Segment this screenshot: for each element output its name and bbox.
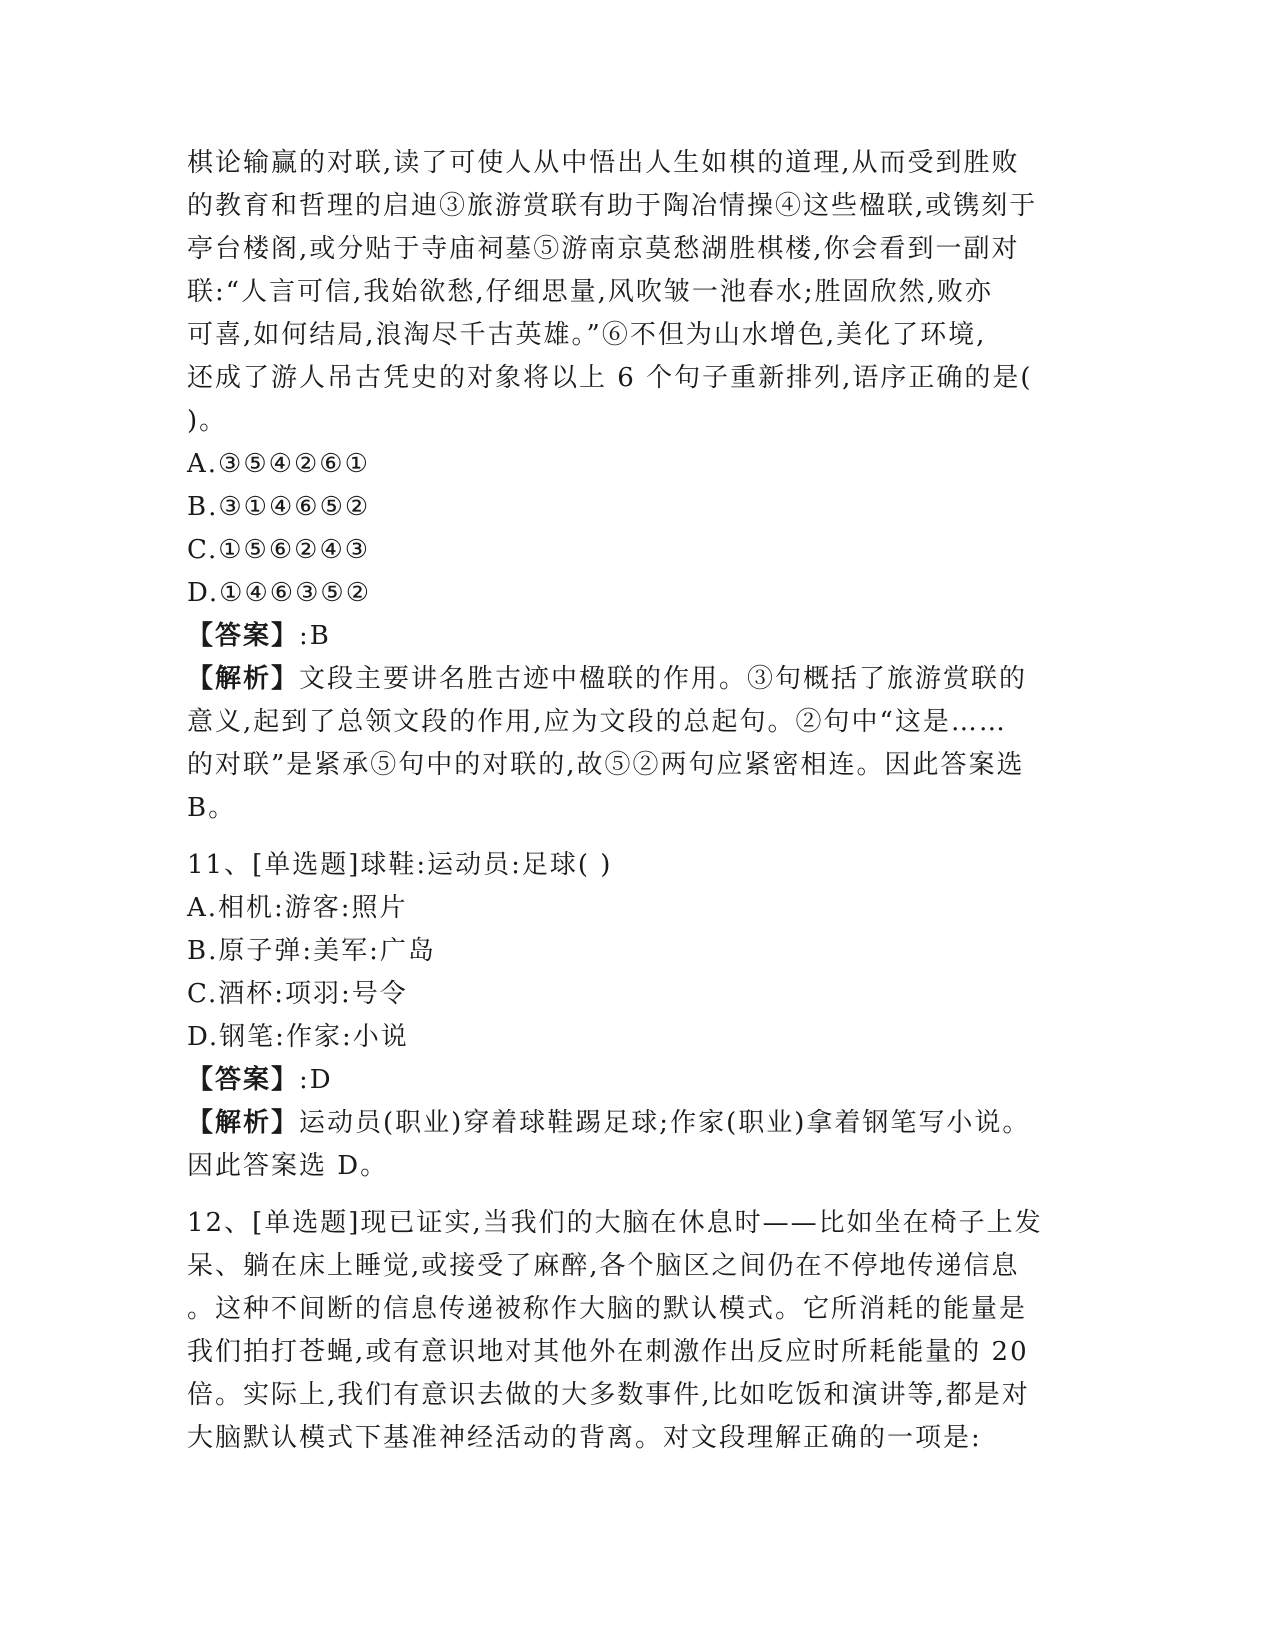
q12-text-line: 大脑默认模式下基准神经活动的背离。对文段理解正确的一项是: <box>187 1423 982 1453</box>
q12-text-line: 我们拍打苍蝇,或有意识地对其他外在刺激作出反应时所耗能量的 20 <box>187 1337 1029 1367</box>
analysis-text: 文段主要讲名胜古迹中楹联的作用。③句概括了旅游赏联的 <box>299 664 1028 694</box>
q10-option-a: A.③⑤④②⑥① <box>187 449 370 479</box>
q10-text-line: 亭台楼阁,或分贴于寺庙祠墓⑤游南京莫愁湖胜棋楼,你会看到一副对 <box>187 234 1020 264</box>
q11-option-c: C.酒杯:项羽:号令 <box>187 979 408 1009</box>
q10-analysis-line: B。 <box>187 793 237 823</box>
analysis-label: 【解析】 <box>187 1108 300 1138</box>
q10-option-d: D.①④⑥③⑤② <box>187 578 372 608</box>
q10-text-line: 的教育和哲理的启迪③旅游赏联有助于陶冶情操④这些楹联,或镌刻于 <box>187 191 1038 221</box>
analysis-text: 运动员(职业)穿着球鞋踢足球;作家(职业)拿着钢笔写小说。 <box>299 1108 1031 1138</box>
q11-option-a: A.相机:游客:照片 <box>187 893 408 923</box>
answer-label: 【答案】 <box>187 1065 300 1095</box>
q11-option-d: D.钢笔:作家:小说 <box>187 1022 409 1052</box>
q12-text-line: 倍。实际上,我们有意识去做的大多数事件,比如吃饭和演讲等,都是对 <box>187 1380 1030 1410</box>
q12-text-line: 呆、躺在床上睡觉,或接受了麻醉,各个脑区之间仍在不停地传递信息 <box>187 1251 1020 1281</box>
q10-analysis-line: 的对联”是紧承⑤句中的对联的,故⑤②两句应紧密相连。因此答案选 <box>187 750 1025 780</box>
q12-text-line: 12、[单选题]现已证实,当我们的大脑在休息时——比如坐在椅子上发 <box>187 1208 1043 1238</box>
q10-answer <box>187 615 1087 658</box>
q11-option-b: B.原子弹:美军:广岛 <box>187 936 436 966</box>
answer-label: 【答案】 <box>187 621 300 651</box>
q11-stem: 11、[单选题]球鞋:运动员:足球( ) <box>187 850 613 880</box>
q10-text-line: 可喜,如何结局,浪淘尽千古英雄。”⑥不但为山水增色,美化了环境, <box>187 320 987 350</box>
q10-analysis-line: 意义,起到了总领文段的作用,应为文段的总起句。②句中“这是…… <box>187 707 1007 737</box>
q10-analysis-line <box>187 658 1087 701</box>
q11-analysis-line <box>187 1102 1087 1145</box>
q10-text-line: 还成了游人吊古凭史的对象将以上 6 个句子重新排列,语序正确的是( <box>187 363 1033 393</box>
q10-text-line: )。 <box>187 406 228 436</box>
q10-text-line: 棋论输赢的对联,读了可使人从中悟出人生如棋的道理,从而受到胜败 <box>187 148 1020 178</box>
answer-value: :D <box>299 1065 333 1095</box>
document-page <box>187 142 1087 1460</box>
q11-answer <box>187 1059 1087 1102</box>
answer-value: :B <box>299 621 331 651</box>
analysis-label: 【解析】 <box>187 664 300 694</box>
q10-option-c: C.①⑤⑥②④③ <box>187 535 371 565</box>
q11-analysis-line: 因此答案选 D。 <box>187 1151 389 1181</box>
q10-option-b: B.③①④⑥⑤② <box>187 492 371 522</box>
q12-text-line: 。这种不间断的信息传递被称作大脑的默认模式。它所消耗的能量是 <box>187 1294 1028 1324</box>
q10-text-line: 联:“人言可信,我始欲愁,仔细思量,风吹皱一池春水;胜固欣然,败亦 <box>187 277 993 307</box>
